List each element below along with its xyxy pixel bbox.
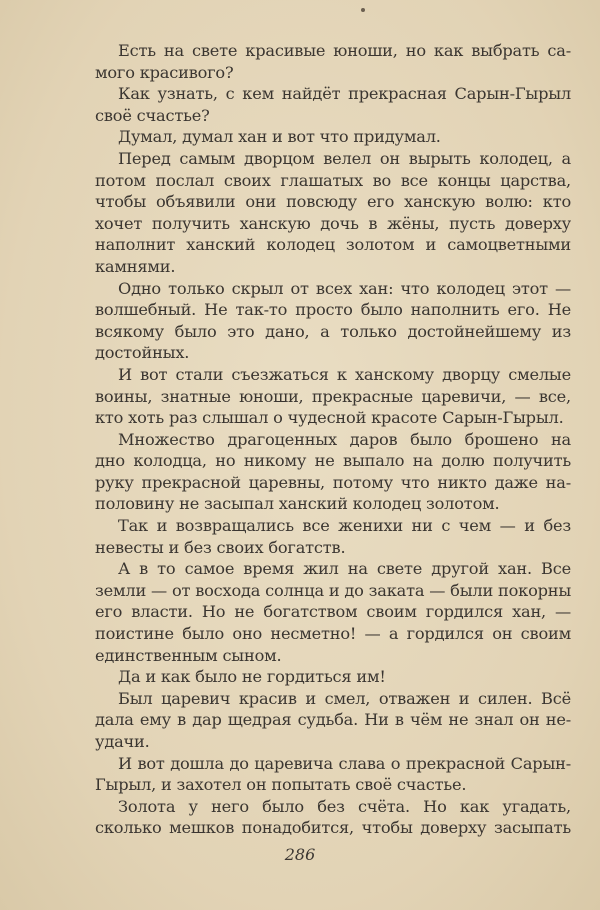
text-line: удачи. bbox=[95, 732, 150, 751]
text-line: Одно только скрыл от всех хан: что колодец этот — bbox=[118, 278, 571, 298]
text-line: достойных. bbox=[95, 343, 190, 363]
text-line: половину не засыпал ханский колодец золотом. bbox=[95, 494, 500, 514]
text-line: поистине было оно несметно! — а гордился он своим bbox=[95, 624, 571, 644]
text-line: мого красивого? bbox=[95, 62, 234, 82]
text-line: невесты и без своих богатств. bbox=[95, 537, 346, 557]
text-line: своё счастье? bbox=[95, 105, 210, 125]
text-line: Так и возвращались все женихи ни с чем — и без bbox=[118, 516, 571, 536]
text-line: дно колодца, но никому не выпало на долю получить bbox=[95, 451, 571, 471]
text-line: Есть на свете красивые юноши, но как выбрать са- bbox=[118, 41, 571, 60]
text-line: хочет получить ханскую дочь в жёны, пусть доверху bbox=[95, 213, 571, 233]
text-line: наполнит ханский колодец золотом и самоцветными bbox=[95, 235, 571, 255]
text-line: И вот стали съезжаться к ханскому дворцу смелые bbox=[118, 364, 571, 384]
print-speck bbox=[361, 8, 365, 12]
text-line: Думал, думал хан и вот что придумал. bbox=[118, 127, 441, 147]
text-line: земли — от восхода солнца и до заката — были покорны bbox=[95, 580, 572, 600]
text-line: руку прекрасной царевны, потому что никто даже на- bbox=[95, 472, 571, 492]
text-line: Да и как было не гордиться им! bbox=[118, 667, 386, 687]
text-line: его власти. Но не богатством своим гордился хан, — bbox=[95, 602, 571, 622]
text-line: всякому было это дано, а только достойнейшему из bbox=[95, 321, 571, 341]
text-line: сколько мешков понадобится, чтобы доверху засыпать bbox=[95, 818, 571, 838]
text-line: Перед самым дворцом велел он вырыть колодец, а bbox=[118, 148, 571, 168]
text-line: единственным сыном. bbox=[95, 645, 282, 665]
text-line: Как узнать, с кем найдёт прекрасная Сарын-Гырыл bbox=[118, 84, 571, 104]
page-number: 286 bbox=[284, 845, 316, 864]
text-line: волшебный. Не так-то просто было наполнить его. Не bbox=[95, 300, 571, 320]
text-line: чтобы объявили они повсюду его ханскую волю: кто bbox=[95, 192, 571, 212]
text-line: И вот дошла до царевича слава о прекрасной Сарын- bbox=[118, 753, 571, 773]
text-line: кто хоть раз слышал о чудесной красоте Сарын-Гырыл. bbox=[95, 408, 564, 428]
text-line: Гырыл, и захотел он попытать своё счастье. bbox=[95, 775, 467, 795]
text-line: дала ему в дар щедрая судьба. Ни в чём не знал он не- bbox=[95, 710, 571, 730]
body-text bbox=[95, 40, 571, 839]
text-line: потом послал своих глашатых во все концы царства, bbox=[95, 170, 571, 190]
text-line: Золота у него было без счёта. Но как угадать, bbox=[118, 796, 571, 816]
text-line: Был царевич красив и смел, отважен и силен. Всё bbox=[118, 688, 571, 708]
text-line: воины, знатные юноши, прекрасные царевичи, — все, bbox=[95, 386, 571, 406]
text-line: Множество драгоценных даров было брошено на bbox=[118, 429, 571, 449]
text-line: А в то самое время жил на свете другой хан. Все bbox=[118, 559, 571, 579]
text-line: камнями. bbox=[95, 256, 176, 276]
